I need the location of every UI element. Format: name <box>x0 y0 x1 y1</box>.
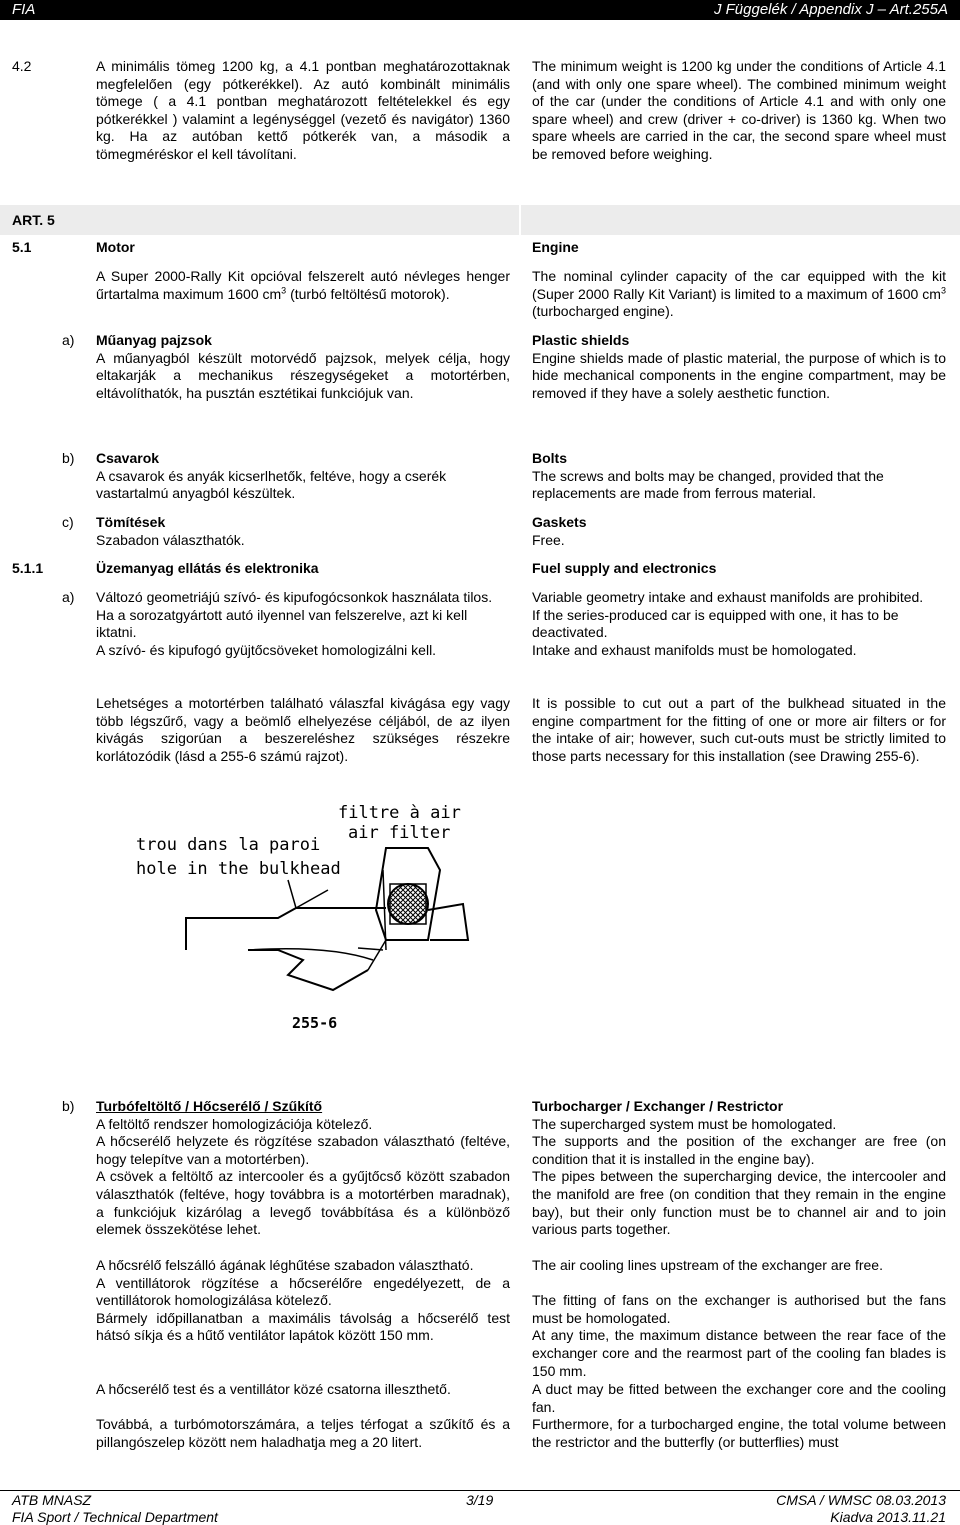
section-5-1-hu: A Super 2000-Rally Kit opcióval felszerelt autó névleges henger űrtartalma maximum 1600 $cm^3$ (turbó feltöltésű motorok). <box>96 268 510 302</box>
manifolds-hu: Változó geometriájú szívó- és kipufogócsonkok használata tilos. Ha a sorozatgyártott autó ilyennel van felszerelve, azt ki kell iktatni. A szívó- és kipufogó gyüjtőcsöveket homologizálni kell. <box>96 589 493 658</box>
item-letter: a) <box>62 332 75 348</box>
footer-left-1: ATB MNASZ <box>12 1492 92 1508</box>
bolts-hu: Csavarok A csavarok és anyák kicserlhetők, feltéve, hogy a cserék vastartalmú anyagból készültek. <box>96 450 447 502</box>
footer-left-2: FIA Sport / Technical Department <box>12 1509 218 1525</box>
section-number: 5.1.1 <box>12 560 44 576</box>
hole-label-fr: trou dans la paroi <box>136 835 321 855</box>
bulkhead-outline <box>186 880 386 990</box>
drawing-255-6 <box>128 800 488 1036</box>
filter-label-fr: filtre à air <box>338 803 461 823</box>
section-5-1-title-hu: Motor <box>96 239 135 255</box>
gaskets-hu: Tömítések Szabadon választhatók. <box>96 514 245 548</box>
page-number: 3/19 <box>466 1492 494 1508</box>
section-number: 5.1 <box>12 239 32 255</box>
article-title: ART. 5 <box>12 212 55 228</box>
manifolds-en: Variable geometry intake and exhaust manifolds are prohibited. If the series-produced car is equipped with one, it has to be deactivated. Intake and exhaust manifolds must be homologated. <box>532 589 924 658</box>
bulkhead-hu: Lehetséges a motortérben található válaszfal kivágása egy vagy több légszűrő, vagy a beömlő elhelyezése céljából, de az ilyen kivágás szigorúan a beszereléshez szükséges részekre korlátozódik (lásd a 255-6 számú rajzot). <box>96 695 510 764</box>
item-letter: b) <box>62 450 75 466</box>
section-5-1-1-title-hu: Üzemanyag ellátás és elektronika <box>96 560 319 576</box>
bolts-en: Bolts The screws and bolts may be changed, provided that the replacements are made from ferrous material. <box>532 450 884 502</box>
turbo-block-2-hu: A hőcsrélő felszálló ágának léghűtése szabadon választható. A ventillátorok rögzítése a hőcserélőre engedélyezett, de a ventillátorok homologizálása kötelező. Bármely időpillanatban a maximális távolság a hőcserélő test hátsó síkja és a hűtő ventilátor lapátok között 150 mm. <box>96 1257 510 1344</box>
plastic-shields-hu: Műanyag pajzsok A műanyagból készült motorvédő pajzsok, melyek célja, hogy eltakarják a mechanikus részegységeket a motortérben, eltávolíthatók, ha pusztán esztétikai funkciójuk van. <box>96 332 510 401</box>
turbo-duct-en: A duct may be fitted between the exchanger core and the cooling fan. <box>532 1381 946 1415</box>
column-divider <box>519 205 521 235</box>
turbo-volume-en: Furthermore, for a turbocharged engine, the total volume between the restrictor and the butterfly (or butterflies) must <box>532 1416 946 1450</box>
item-letter: c) <box>62 514 74 530</box>
filter-label-en: air filter <box>348 823 451 843</box>
turbo-block-2-en: The air cooling lines upstream of the exchanger are free. The fitting of fans on the exchanger is authorised but the fans must be homologated. At any time, the maximum distance between the rear face of the exchanger core and the rearmost part of the cooling fan blades is 150 mm. <box>532 1257 946 1379</box>
bulkhead-en: It is possible to cut out a part of the bulkhead situated in the engine compartment for the fitting of one or more air filters or for the intake of air; however, such cut-outs must be strictly limited to those parts necessary for this installation (see Drawing 255-6). <box>532 695 946 764</box>
drawing-number: 255-6 <box>292 1014 338 1032</box>
hole-label-en: hole in the bulkhead <box>136 859 341 879</box>
article-band <box>0 205 960 235</box>
section-4-2-en: The minimum weight is 1200 kg under the conditions of Article 4.1 (and with only one spare wheel). The combined minimum weight of the car (under the conditions of Article 4.1 and with only one spare wheel) and crew (driver + co-driver) is 1360 kg. When two spare wheels are carried in the car, the second spare wheel must be removed before weighing. <box>532 58 946 162</box>
gaskets-en: Gaskets Free. <box>532 514 587 548</box>
page-header <box>0 0 960 20</box>
turbo-block-1-hu: Turbófeltöltő / Hőcserélő / Szűkítő A feltöltő rendszer homologizációja kötelező. A hőcserélő helyzete és rögzítése szabadon választható (feltéve, hogy telepítve van a motortérben). A csövek a feltöltő az intercooler és a gyűjtőcső között szabadon választhatók (feltéve, hogy továbbra is a motortérben maradnak), a funkciójuk kizárólag a levegő továbbítása és a különböző elemek összekötése lehet. <box>96 1098 510 1238</box>
section-number: 4.2 <box>12 58 32 74</box>
item-letter: a) <box>62 589 75 605</box>
header-right: J Függelék / Appendix J – Art.255A <box>713 1 948 18</box>
plastic-shields-en: Plastic shields Engine shields made of plastic material, the purpose of which is to hide mechanical components in the engine compartment, may be removed if they have a solely aesthetic function. <box>532 332 946 401</box>
section-4-2-hu: A minimális tömeg 1200 kg, a 4.1 pontban meghatározottaknak megfelelően (egy pótkerékkel). Az autó kombinált minimális tömege ( a 4.1 pontban meghatározott feltételekkel és egy pótkerékkel ) valamint a legénységgel (vezető és navigátor) 1360 kg. Ha az autóban kettő pótkerék van, a második a tömegméréskor el kell távolítani. <box>96 58 510 162</box>
item-letter: b) <box>62 1098 75 1114</box>
air-filter-shape <box>376 848 468 950</box>
bulkhead-drawing <box>128 800 488 1036</box>
section-5-1-1-title-en: Fuel supply and electronics <box>532 560 717 576</box>
turbo-block-1-en: Turbocharger / Exchanger / Restrictor The supercharged system must be homologated. The supports and the position of the exchanger are free (on condition that it is installed in the engine bay). The pipes between the supercharging device, the intercooler and the manifold are free (on condition that they remain in the engine bay), but their only function must be to channel air and to join various parts together. <box>532 1098 946 1238</box>
footer-right-2: Kiadva 2013.11.21 <box>830 1509 946 1525</box>
turbo-duct-hu: A hőcserélő test és a ventillátor közé csatorna illeszthető. <box>96 1381 451 1397</box>
section-5-1-en: The nominal cylinder capacity of the car equipped with the kit (Super 2000 Rally Kit Variant) is limited to a maximum of 1600 $cm^3$ (turbocharged engine). <box>532 268 946 320</box>
header-left: FIA <box>12 1 36 18</box>
footer-rule <box>0 1490 960 1491</box>
page-footer <box>0 1490 960 1525</box>
turbo-volume-hu: Továbbá, a turbómotorszámára, a teljes térfogat a szűkítő és a pillangószelep között nem haladhatja meg a 20 litert. <box>96 1416 510 1450</box>
section-5-1-title-en: Engine <box>532 239 579 255</box>
footer-right-1: CMSA / WMSC 08.03.2013 <box>776 1492 946 1508</box>
